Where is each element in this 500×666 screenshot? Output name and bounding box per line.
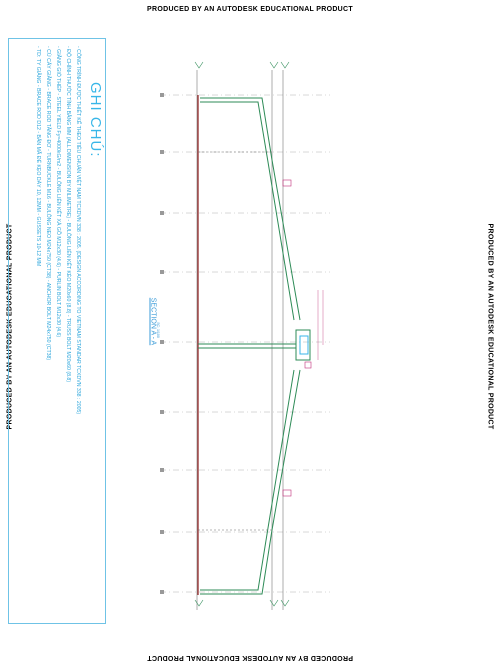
watermark-top: PRODUCED BY AN AUTODESK EDUCATIONAL PRODUCT xyxy=(147,6,353,13)
section-drawing xyxy=(105,30,485,640)
section-title: SECTION A - A xyxy=(149,297,157,346)
note-line: - GIẰNG GIÓ THÉP - STEEL YIELD Fy=4000kG/m2 - BULÔNG LIÊN KẾT XÀ GỒ M12x30 (4.6) - PURLIN BOLT M12x30 (4.6) xyxy=(55,46,61,338)
rafter xyxy=(200,98,300,594)
watermark-bottom: PRODUCED BY AN AUTODESK EDUCATIONAL PRODUCT xyxy=(147,654,353,661)
eave-detail xyxy=(283,180,311,496)
note-line: - ĐỘ CHÍNH THƯỚC TÍNH BẰNG MM (ALL DIMENSION BY MILIMETRE) - BULÔNG LIÊN KẾT KÈO M20x60 (8.8) - TRUSS BOLT M20x60 (8.8) xyxy=(65,46,71,383)
section-scale: SC: 1/100 xyxy=(156,322,160,338)
inner-columns xyxy=(198,152,272,530)
center-column xyxy=(198,330,310,360)
note-line: - CÙ CÂY GIẰNG - BRACE ROD TĂNG ĐƠ - TURNBUCKLE M16 - BULÔNG NEO M24x750 (CT38) - ANCHOR BOLT M24x750 (CT38) xyxy=(45,46,51,361)
watermark-left: PRODUCED BY AN AUTODESK EDUCATIONAL PRODUCT xyxy=(6,223,14,430)
notes-content xyxy=(10,42,106,612)
notes-panel xyxy=(8,38,106,624)
watermark-right: PRODUCED BY AN AUTODESK EDUCATIONAL PRODUCT xyxy=(486,223,494,430)
note-line: - TD: TY GIẰNG - BRACE ROD D12 - BẢN MÃ ĐỂ KẸO DÀY 10, 12MM - GUSSETS 10-12 MM xyxy=(35,46,41,267)
tick-labels xyxy=(160,93,164,594)
note-line: - CÔNG TRÌNH ĐƯỢC THIẾT KẾ THEO TIÊU CHUẨN VIỆT NAM TCXDVN 338 : 2005. (DESIGN ACCORDING TO VIETNAM STANDAR TCXDVN 338 : 2005) xyxy=(75,46,81,415)
notes-title: GHI CHÚ: xyxy=(87,82,104,158)
annotations xyxy=(318,290,323,360)
axis-markers xyxy=(195,62,289,606)
